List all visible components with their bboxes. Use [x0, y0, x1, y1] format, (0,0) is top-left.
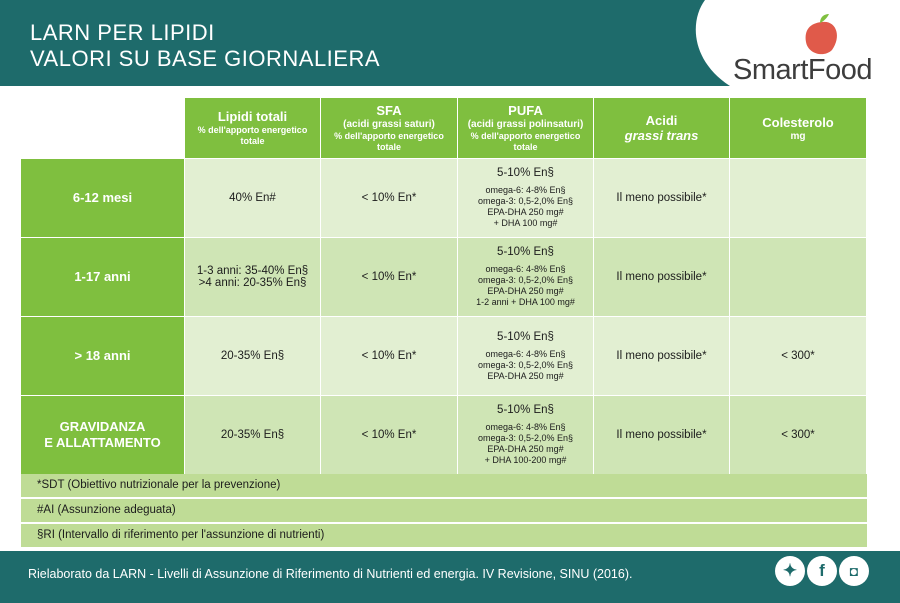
brand-name: SmartFood [733, 54, 872, 86]
row-label-line: GRAVIDANZA [59, 419, 146, 434]
note-sdt: *SDT (Obiettivo nutrizionale per la prevenzione) [21, 474, 867, 497]
larn-table [21, 98, 867, 475]
cell-lipidi [185, 238, 321, 317]
pufa-line: omega-6: 4-8% En§ [485, 185, 566, 195]
col-header-label: Colesterolo [762, 114, 834, 130]
col-header-sub: mg [790, 130, 806, 142]
col-header-label: Acidi [645, 113, 678, 128]
cell-colesterolo [730, 159, 867, 238]
title-line-1: LARN PER LIPIDI [30, 20, 215, 45]
table-row [21, 317, 867, 396]
lipidi-line: 1-3 anni: 35-40% En§ [196, 265, 309, 277]
cell-sfa: < 10% En* [321, 238, 458, 317]
col-header-sub: (acidi grassi polinsaturi) [467, 119, 584, 130]
row-label: 6-12 mesi [21, 159, 185, 238]
pufa-main: 5-10% En§ [497, 167, 554, 179]
twitter-icon[interactable]: ✦ [775, 556, 805, 586]
pufa-line: omega-6: 4-8% En§ [485, 348, 566, 359]
pufa-line: EPA-DHA 250 mg# [487, 286, 564, 296]
col-header-sub: % dell'apporto energetico totale [197, 125, 308, 146]
cell-lipidi: 40% En# [185, 159, 321, 238]
row-label-line: E ALLATTAMENTO [44, 435, 161, 450]
corner-cell [21, 98, 185, 159]
col-header-label: Lipidi totali [217, 109, 288, 124]
pufa-line: omega-3: 0,5-2,0% En§ [477, 433, 574, 443]
col-header-label: SFA [376, 103, 402, 118]
cell-sfa: < 10% En* [321, 396, 458, 475]
cell-pufa [458, 238, 594, 317]
cell-trans: Il meno possibile* [594, 396, 730, 475]
cell-trans: Il meno possibile* [594, 317, 730, 396]
header-banner [0, 0, 900, 86]
col-header-label: PUFA [508, 103, 543, 118]
logo-leaf-icon [802, 14, 842, 58]
col-header-sfa [321, 98, 458, 159]
pufa-line: EPA-DHA 250 mg# [487, 444, 564, 454]
pufa-line: + DHA 100 mg# [493, 218, 558, 228]
col-header-label: grassi trans [624, 128, 699, 143]
pufa-line: EPA-DHA 250 mg# [487, 370, 564, 381]
lipidi-line: >4 anni: 20-35% En§ [198, 277, 307, 289]
col-header-colesterolo [730, 98, 867, 159]
table-header-row [21, 98, 867, 159]
pufa-line: + DHA 100-200 mg# [484, 455, 567, 465]
note-ai: #AI (Assunzione adeguata) [21, 499, 867, 522]
cell-sfa: < 10% En* [321, 159, 458, 238]
pufa-line: omega-3: 0,5-2,0% En§ [477, 275, 574, 285]
pufa-line: omega-6: 4-8% En§ [485, 264, 566, 274]
cell-colesterolo: < 300* [730, 317, 867, 396]
cell-sfa: < 10% En* [321, 317, 458, 396]
col-header-sub: % dell'apporto energetico totale [334, 131, 444, 152]
table-row [21, 159, 867, 238]
cell-lipidi: 20-35% En§ [185, 396, 321, 475]
cell-pufa [458, 317, 594, 396]
table-row [21, 238, 867, 317]
row-label: 1-17 anni [21, 238, 185, 317]
col-header-pufa [458, 98, 594, 159]
pufa-main: 5-10% En§ [497, 404, 554, 416]
footer-bar [0, 551, 900, 603]
col-header-sub: % dell'apporto energetico totale [470, 131, 581, 152]
title-line-2: VALORI SU BASE GIORNALIERA [30, 46, 381, 71]
instagram-icon[interactable]: ◘ [839, 556, 869, 586]
pufa-line: EPA-DHA 250 mg# [487, 207, 564, 217]
cell-trans: Il meno possibile* [594, 159, 730, 238]
pufa-main: 5-10% En§ [497, 246, 554, 258]
source-citation: Rielaborato da LARN - Livelli di Assunzione di Riferimento di Nutrienti ed energia. IV Revisione, SINU (2016). [28, 567, 633, 581]
pufa-line: omega-6: 4-8% En§ [485, 422, 566, 432]
cell-colesterolo [730, 238, 867, 317]
row-label: > 18 anni [21, 317, 185, 396]
cell-pufa [458, 159, 594, 238]
cell-lipidi: 20-35% En§ [185, 317, 321, 396]
pufa-line: omega-3: 0,5-2,0% En§ [477, 359, 574, 370]
pufa-line: 1-2 anni + DHA 100 mg# [476, 297, 575, 307]
col-header-trans [594, 98, 730, 159]
pufa-main: 5-10% En§ [497, 330, 554, 343]
facebook-icon[interactable]: f [807, 556, 837, 586]
col-header-sub: (acidi grassi saturi) [343, 119, 435, 130]
smartfood-logo [670, 0, 900, 86]
note-ri: §RI (Intervallo di riferimento per l'assunzione di nutrienti) [21, 524, 867, 547]
col-header-lipidi [185, 98, 321, 159]
cell-pufa [458, 396, 594, 475]
table-row [21, 396, 867, 475]
row-label [21, 396, 185, 475]
cell-colesterolo: < 300* [730, 396, 867, 475]
pufa-line: omega-3: 0,5-2,0% En§ [477, 196, 574, 206]
cell-trans: Il meno possibile* [594, 238, 730, 317]
